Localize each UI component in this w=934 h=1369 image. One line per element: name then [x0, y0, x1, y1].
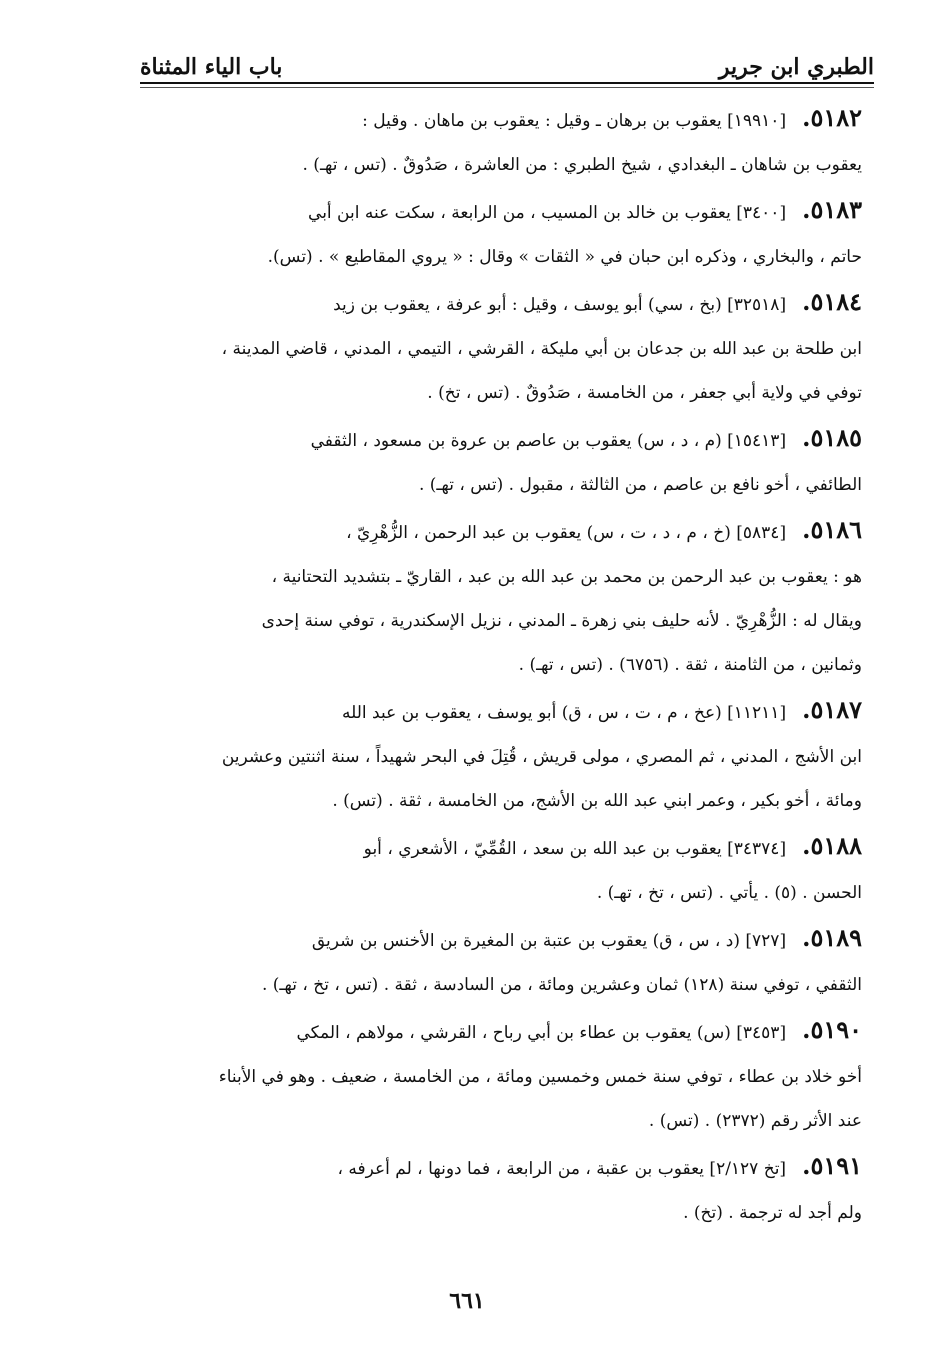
entry: [140, 688, 862, 823]
entry-line: [140, 96, 862, 143]
entry-line: [140, 688, 862, 735]
entry-line: [140, 1191, 862, 1235]
entry: [140, 916, 862, 1007]
running-head-left: باب الياء المثناة: [140, 54, 283, 80]
entry: [140, 1008, 862, 1143]
page-number: ٦٦١: [449, 1288, 485, 1314]
entry: [140, 188, 862, 279]
entry: [140, 280, 862, 415]
entry-text: ومائة ، أخو بكير ، وعمر ابني عبد الله بن الأشج، من الخامسة ، ثقة . (تس) .: [332, 791, 862, 811]
entry-line: [140, 824, 862, 871]
entry-text: توفي في ولاية أبي جعفر ، من الخامسة ، صَدُوقٌ . (تس ، تخ) .: [427, 383, 862, 403]
entry-line: [140, 371, 862, 415]
entry: [140, 508, 862, 687]
entry-text: [٣٤٠٠] يعقوب بن خالد بن المسيب ، من الرابعة ، سكت عنه ابن أبي: [308, 203, 787, 223]
entry-line: [140, 599, 862, 643]
entry-line: [140, 1008, 862, 1055]
entry-text: ابن طلحة بن عبد الله بن جدعان بن أبي مليكة ، القرشي ، التيمي ، المدني ، قاضي المدينة ،: [221, 339, 862, 359]
entry-line: [140, 871, 862, 915]
entry-number: ٥١٨٩.: [802, 923, 862, 952]
entry-line: [140, 143, 862, 187]
entry-text: [٣٤٣٧٤] يعقوب بن عبد الله بن سعد ، القُمِّيّ ، الأشعري ، أبو: [363, 839, 787, 859]
entry-text: وثمانين ، من الثامنة ، ثقة . (٦٧٥٦) . (تس ، تهـ) .: [518, 655, 862, 675]
entry-number: ٥١٩٠.: [802, 1015, 862, 1044]
entry-text: [١٥٤١٣] (م ، د ، س) يعقوب بن عاصم بن عروة بن مسعود ، الثقفي: [310, 431, 787, 451]
entry-text: [٣٤٥٣] (س) يعقوب بن عطاء بن أبي رباح ، القرشي ، مولاهم ، المكي: [296, 1023, 787, 1043]
entry-number: ٥١٨٨.: [802, 831, 862, 860]
entry-line: [140, 779, 862, 823]
entry-text: [١١٢١١] (عخ ، م ، ت ، س ، ق) أبو يوسف ، يعقوب بن عبد الله: [341, 703, 787, 723]
running-head: [140, 36, 874, 80]
entry-number: ٥١٨٥.: [802, 423, 862, 452]
entry-text: عند الأثر رقم (٢٣٧٢) . (تس) .: [648, 1111, 862, 1131]
entry-line: [140, 916, 862, 963]
running-head-right: الطبري ابن جرير: [718, 54, 874, 80]
entry-line: [140, 235, 862, 279]
entry-line: [140, 1099, 862, 1143]
entry-line: [140, 463, 862, 507]
header-rule: [140, 82, 874, 84]
entry-line: [140, 963, 862, 1007]
entry-text: هو : يعقوب بن عبد الرحمن بن محمد بن عبد الله بن عبد ، القاريّ ـ بتشديد التحتانية ،: [271, 567, 862, 587]
entry-text: يعقوب بن شاهان ـ البغدادي ، شيخ الطبري : من العاشرة ، صَدُوقٌ . (تس ، تهـ) .: [302, 155, 862, 175]
entry-number: ٥١٨٤.: [802, 287, 862, 316]
entries-list: [140, 96, 862, 1236]
entry-line: [140, 188, 862, 235]
entry-line: [140, 280, 862, 327]
entry: [140, 824, 862, 915]
entry-line: [140, 508, 862, 555]
entry: [140, 96, 862, 187]
entry-number: ٥١٨٧.: [802, 695, 862, 724]
entry-text: الطائفي ، أخو نافع بن عاصم ، من الثالثة ، مقبول . (تس ، تهـ) .: [418, 475, 862, 495]
entry-text: ولم أجد له ترجمة . (تخ) .: [683, 1203, 862, 1223]
entry-line: [140, 327, 862, 371]
entry-text: ويقال له : الزُّهْرِيّ . لأنه حليف بني زهرة ـ المدني ، نزيل الإسكندرية ، توفي سنة إحدى: [261, 611, 862, 631]
entry: [140, 416, 862, 507]
entry-text: [٥٨٣٤] (خ ، م ، د ، ت ، س) يعقوب بن عبد الرحمن ، الزُّهْرِيّ ،: [346, 523, 787, 543]
entry-text: [١٩٩١٠] يعقوب بن برهان ـ وقيل : يعقوب بن ماهان . وقيل :: [362, 111, 787, 131]
entry-line: [140, 416, 862, 463]
entry-text: حاتم ، والبخاري ، وذكره ابن حبان في « الثقات » وقال : « يروي المقاطيع » . (تس).: [267, 247, 862, 267]
entry-line: [140, 735, 862, 779]
entry-text: [٧٢٧] (د ، س ، ق) يعقوب بن عتبة بن المغيرة بن الأخنس بن شريق: [311, 931, 787, 951]
entry-line: [140, 1144, 862, 1191]
entry-line: [140, 555, 862, 599]
entry-text: [تخ ٢/١٢٧] يعقوب بن عقبة ، من الرابعة ، فما دونها ، لم أعرفه ،: [337, 1159, 787, 1179]
entry-number: ٥١٨٣.: [802, 195, 862, 224]
entry-line: [140, 1055, 862, 1099]
entry-number: ٥١٨٢.: [802, 103, 862, 132]
entry-text: [٣٢٥١٨] (بخ ، سي) أبو يوسف ، وقيل : أبو عرفة ، يعقوب بن زيد: [333, 295, 787, 315]
entry: [140, 1144, 862, 1235]
entry-text: ابن الأشج ، المدني ، ثم المصري ، مولى قريش ، قُتِلَ في البحر شهيداً ، سنة اثنتين وعشرين: [221, 747, 862, 767]
entry-line: [140, 643, 862, 687]
entry-text: أخو خلاد بن عطاء ، توفي سنة خمس وخمسين ومائة ، من الخامسة ، ضعيف . وهو في الأبناء: [218, 1067, 862, 1087]
entry-number: ٥١٩١.: [802, 1151, 862, 1180]
entry-text: الحسن . (٥) . يأتي . (تس ، تخ ، تهـ) .: [596, 883, 862, 903]
header-rule-thin: [140, 87, 874, 88]
entry-number: ٥١٨٦.: [802, 515, 862, 544]
entry-text: الثقفي ، توفي سنة (١٢٨) ثمان وعشرين ومائة ، من السادسة ، ثقة . (تس ، تخ ، تهـ) .: [261, 975, 862, 995]
